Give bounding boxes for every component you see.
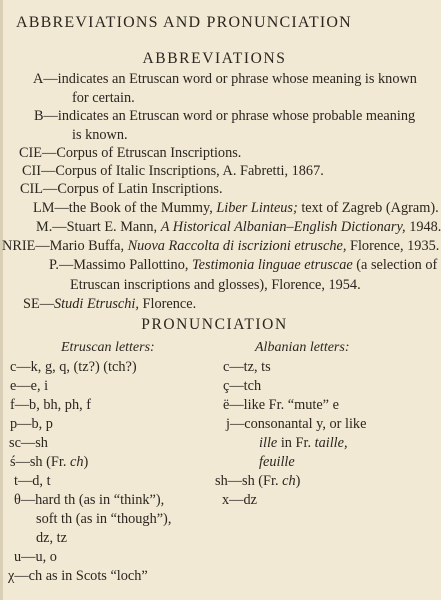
abbr-text: —Corpus of Italic Inscriptions, A. Fabretti, 1867. [41,163,324,179]
abbr-key: A [33,71,44,87]
abbr-key: B [34,108,44,124]
abbr-entry-cil [20,180,223,199]
abbr-text-cont: is known. [72,127,128,143]
abbr-text: —indicates an Etruscan word or phrase whose probable meaning [43,108,416,124]
abbr-text-tail: text of Zagreb (Agram). [297,200,439,216]
albanian-row-cont [259,452,295,472]
abbr-entry-cie [19,144,241,163]
albanian-row-text: sh—sh (Fr. [215,473,283,489]
albanian-row: j—consonantal y, or like [226,416,367,432]
abbr-text: —Corpus of Etruscan Inscriptions. [42,145,242,161]
abbr-title: Nuova Raccolta di iscrizioni etrusche, [127,238,347,254]
etruscan-row: p—b, p [10,416,53,432]
etruscan-row-cont: soft th (as in “though”), [36,511,172,527]
abbr-text: —Corpus of Latin Inscriptions. [43,181,223,197]
abbr-key: M. [36,219,53,235]
etruscan-row: θ—hard th (as in “think”), [14,492,165,508]
page-edge [0,0,3,600]
abbr-text-tail: 1948. [405,219,441,235]
etruscan-row: f—b, bh, ph, f [10,397,92,413]
abbr-entry-nrie [2,237,439,256]
abbr-text: —Stuart E. Mann, [52,219,161,235]
abbreviations-heading: ABBREVIATIONS [142,50,287,67]
albanian-row: x—dz [222,492,257,508]
albanian-row-italic: taille, [314,435,348,451]
abbr-key: SE [23,296,40,312]
abbr-text: —Mario Buffa, [35,238,128,254]
abbr-title: Testimonia linguae etruscae [192,257,353,273]
etruscan-row: e—e, i [10,378,49,394]
albanian-row-italic: ch [282,473,296,489]
etruscan-row-cont: dz, tz [36,530,67,546]
etruscan-row-tail: ) [83,454,89,470]
albanian-row: ç—tch [223,378,262,394]
abbr-entry-b [34,107,416,143]
abbr-title: Liber Linteus; [216,200,298,216]
etruscan-row-text: ś—sh (Fr. [10,454,70,470]
abbr-text-tail: Florence, 1935. [346,238,440,254]
albanian-row-cont [259,433,348,453]
albanian-row [215,471,300,491]
abbr-text: —the Book of the Mummy, [54,200,217,216]
abbr-entry-se [23,295,196,314]
etruscan-row: c—k, g, q, (tz?) (tch?) [10,359,137,375]
abbr-entry-lm [33,199,439,218]
abbr-text-cont: Etruscan inscriptions and glosses), Florence, 1954. [70,277,361,293]
albanian-row-italic: ille [259,435,278,451]
abbr-entry-p [49,256,438,293]
abbr-title: Studi Etruschi, [53,296,139,312]
albanian-row-text: in Fr. [277,435,315,451]
etruscan-letters-heading: Etruscan letters: [61,340,155,355]
albanian-row: c—tz, ts [223,359,271,375]
abbr-text: —indicates an Etruscan word or phrase whose meaning is known [43,71,417,87]
abbr-text: —Massimo Pallottino, [58,257,193,273]
abbr-key: LM [33,200,55,216]
abbr-entry-cii [22,162,324,181]
abbr-key: NRIE [2,238,36,254]
etruscan-row: u—u, o [14,549,57,565]
albanian-letters-heading: Albanian letters: [255,340,350,355]
albanian-row-italic: feuille [259,454,295,470]
abbr-key: CII [22,163,42,179]
etruscan-row-italic: ch [69,454,84,470]
etruscan-row: t—d, t [14,473,51,489]
albanian-row: ë—like Fr. “mute” e [223,397,339,413]
etruscan-row: χ—ch as in Scots “loch” [8,568,148,584]
etruscan-row [10,452,88,472]
abbr-text-tail: Florence. [138,296,197,312]
abbr-text: — [39,296,54,312]
abbr-entry-m [36,218,441,237]
abbr-text-tail: (a selection of [352,257,438,273]
abbr-key: P. [49,257,59,273]
abbr-key: CIE [19,145,43,161]
abbr-title: A Historical Albanian–English Dictionary, [160,219,406,235]
etruscan-row: sc—sh [9,435,48,451]
abbr-entry-a [33,70,417,106]
abbr-text-cont: for certain. [72,90,135,106]
abbr-key: CIL [20,181,44,197]
albanian-row-tail: ) [295,473,301,489]
pronunciation-heading: PRONUNCIATION [141,316,288,333]
page-header: ABBREVIATIONS AND PRONUNCIATION [16,14,352,31]
